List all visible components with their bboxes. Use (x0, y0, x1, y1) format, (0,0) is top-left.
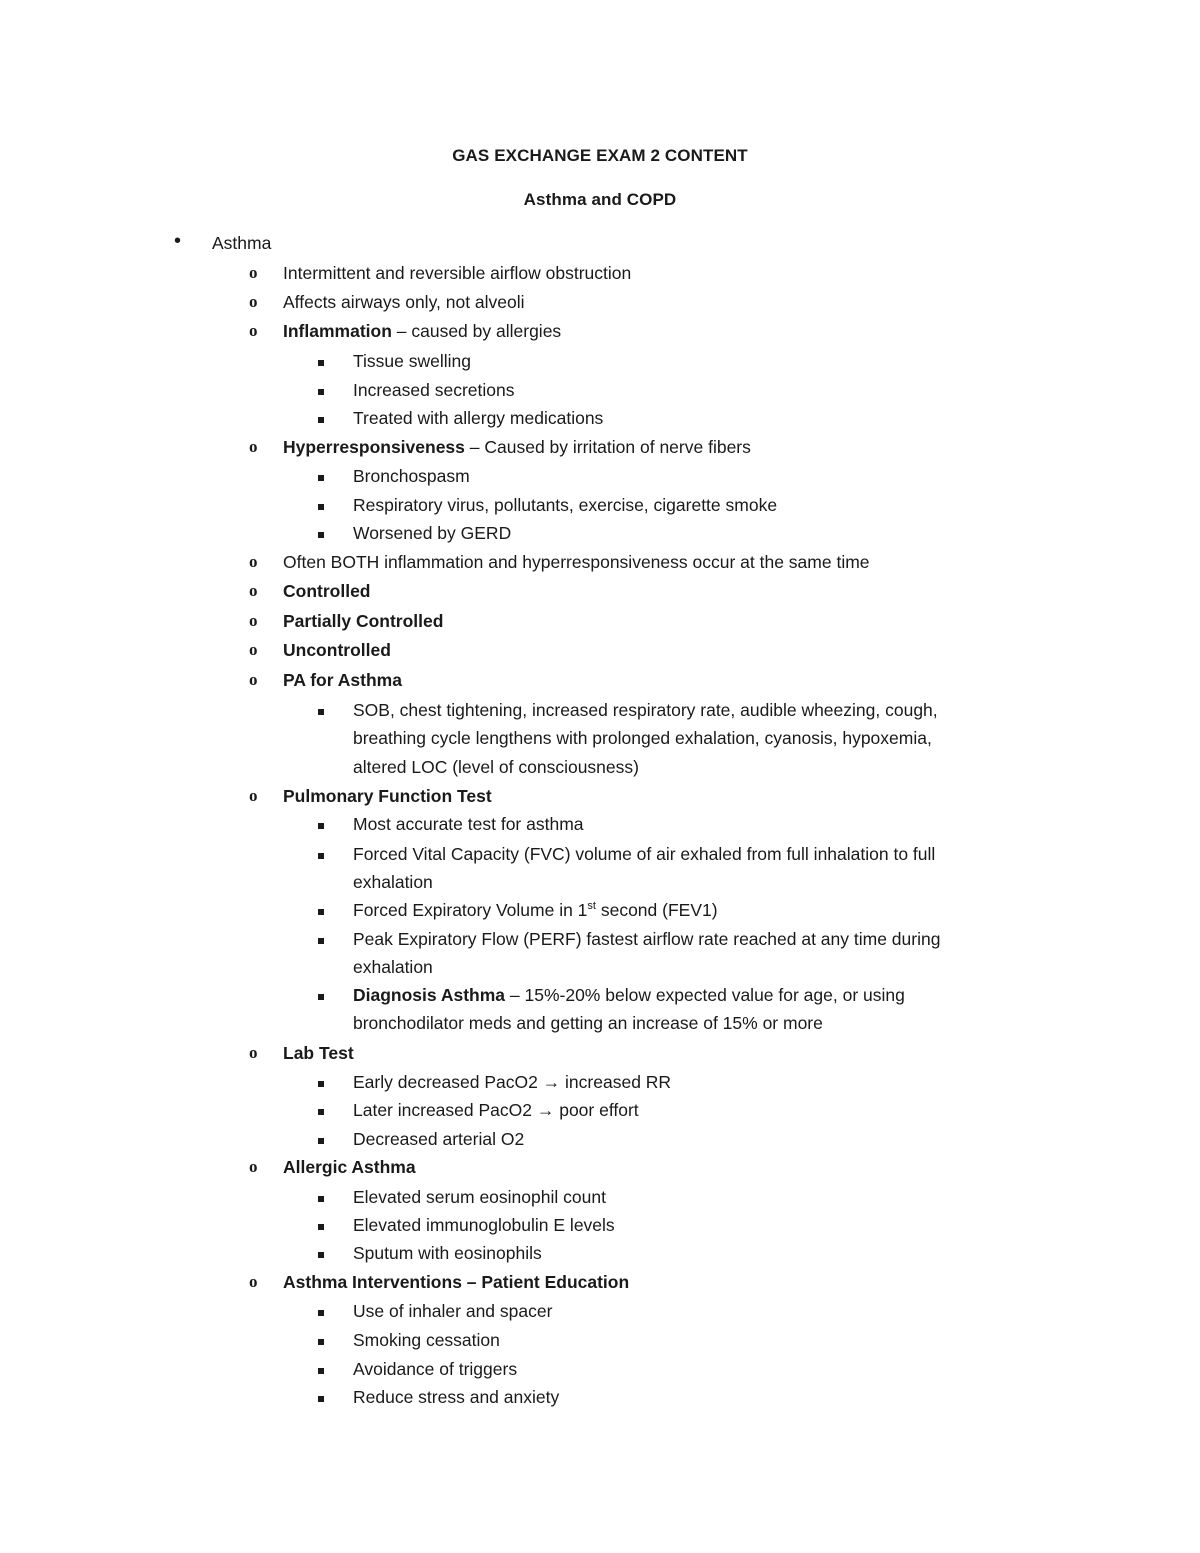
outline-item (283, 639, 391, 661)
outline-item-bold-text: Partially Controlled (283, 611, 444, 631)
outline-item (353, 1099, 639, 1121)
bullet-square-icon (318, 415, 324, 423)
bullet-square-icon (318, 1337, 324, 1345)
bullet-square-icon (318, 358, 324, 366)
bullet-o-icon: o (249, 611, 258, 630)
bullet-dot-icon: • (174, 230, 182, 252)
bullet-square-icon (318, 1136, 324, 1144)
outline-item-text: Often BOTH inflammation and hyperresponsiveness occur at the same time (283, 552, 870, 572)
outline-item-text: Worsened by GERD (353, 523, 512, 543)
outline-item (283, 669, 402, 691)
outline-item (353, 1358, 517, 1380)
outline-item-text: Decreased arterial O2 (353, 1129, 525, 1149)
outline-item-bold-text: Controlled (283, 581, 371, 601)
outline-item-text: second (FEV1) (595, 900, 718, 920)
outline-item-text: exhalation (353, 957, 433, 977)
bullet-square-icon (318, 1250, 324, 1258)
bullet-square-icon (318, 1107, 324, 1115)
outline-item (353, 1386, 559, 1408)
outline-item (353, 928, 940, 950)
bullet-square-icon (318, 1222, 324, 1230)
outline-item-text: Increased secretions (353, 380, 515, 400)
outline-item-text: Peak Expiratory Flow (PERF) fastest airflow rate reached at any time during (353, 929, 941, 949)
bullet-square-icon (318, 502, 324, 510)
document-title: GAS EXCHANGE EXAM 2 CONTENT (452, 146, 748, 165)
outline-item (353, 1214, 615, 1236)
outline-item (283, 262, 631, 284)
outline-item-bold-text: Inflammation (283, 321, 392, 341)
outline-item-text: Elevated immunoglobulin E levels (353, 1215, 615, 1235)
outline-item (353, 843, 935, 865)
outline-item (283, 1271, 629, 1293)
outline-item-text: breathing cycle lengthens with prolonged exhalation, cyanosis, hypoxemia, (353, 728, 932, 748)
outline-item-text: Affects airways only, not alveoli (283, 292, 525, 312)
outline-item (283, 785, 492, 807)
outline-item (283, 320, 561, 342)
outline-item (353, 379, 514, 401)
outline-item (283, 551, 870, 573)
outline-item (212, 232, 271, 254)
bullet-o-icon: o (249, 1157, 258, 1176)
outline-item-text: Respiratory virus, pollutants, exercise, cigarette smoke (353, 495, 778, 515)
bullet-o-icon: o (249, 263, 258, 282)
bullet-square-icon (318, 387, 324, 395)
outline-item-text: SOB, chest tightening, increased respiratory rate, audible wheezing, cough, (353, 700, 938, 720)
bullet-o-icon: o (249, 1043, 258, 1062)
outline-item-text: Avoidance of triggers (353, 1359, 518, 1379)
outline-item (353, 494, 777, 516)
outline-item-text: Smoking cessation (353, 1330, 500, 1350)
outline-item (353, 1329, 500, 1351)
outline-item-text: Early decreased PacO2 → increased RR (353, 1072, 672, 1092)
outline-item (353, 465, 470, 487)
bullet-square-icon (318, 473, 324, 481)
outline-item-bold-text: Asthma Interventions – Patient Education (283, 1272, 630, 1292)
bullet-o-icon: o (249, 581, 258, 600)
bullet-square-icon (318, 1394, 324, 1402)
outline-item (353, 727, 932, 749)
bullet-square-icon (318, 851, 324, 859)
outline-item-text: Use of inhaler and spacer (353, 1301, 553, 1321)
outline-item-bold-text: Uncontrolled (283, 640, 391, 660)
outline-item-text: Asthma (212, 233, 272, 253)
outline-item-bold-text: Lab Test (283, 1043, 354, 1063)
outline-item (353, 522, 511, 544)
outline-item-bold-text: Diagnosis Asthma (353, 985, 506, 1005)
outline-item-bold-text: Allergic Asthma (283, 1157, 416, 1177)
outline-item (353, 871, 433, 893)
outline-item (353, 1012, 823, 1034)
bullet-o-icon: o (249, 1272, 258, 1291)
outline-item-text: st (587, 900, 596, 913)
bullet-o-icon: o (249, 670, 258, 689)
outline-item-text: exhalation (353, 872, 433, 892)
outline-item (353, 699, 938, 721)
outline-item-text: Tissue swelling (353, 351, 472, 371)
outline-item-text: Forced Expiratory Volume in 1 (353, 900, 588, 920)
outline-item (353, 407, 603, 429)
outline-item (283, 291, 525, 313)
outline-item-bold-text: Hyperresponsiveness (283, 437, 465, 457)
outline-item-text: Sputum with eosinophils (353, 1243, 542, 1263)
bullet-o-icon: o (249, 292, 258, 311)
outline-item (353, 813, 584, 835)
outline-item-text: – Caused by irritation of nerve fibers (464, 437, 751, 457)
bullet-o-icon: o (249, 640, 258, 659)
outline-item-text: Reduce stress and anxiety (353, 1387, 560, 1407)
bullet-square-icon (318, 707, 324, 715)
outline-item (283, 1042, 354, 1064)
bullet-square-icon (318, 1194, 324, 1202)
bullet-square-icon (318, 907, 324, 915)
outline-item (353, 1242, 542, 1264)
document-subtitle: Asthma and COPD (523, 190, 677, 209)
outline-item-bold-text: PA for Asthma (283, 670, 402, 690)
outline-item (353, 1186, 606, 1208)
bullet-square-icon (318, 1366, 324, 1374)
outline-item-text: Most accurate test for asthma (353, 814, 584, 834)
bullet-square-icon (318, 992, 324, 1000)
outline-item-text: Bronchospasm (353, 466, 470, 486)
bullet-o-icon: o (249, 552, 258, 571)
outline-item (353, 350, 471, 372)
bullet-square-icon (318, 936, 324, 944)
outline-item-text: Treated with allergy medications (353, 408, 604, 428)
outline-item (353, 1300, 552, 1322)
outline-item (353, 1128, 524, 1150)
outline-item (353, 1071, 671, 1093)
bullet-o-icon: o (249, 437, 258, 456)
bullet-square-icon (318, 1308, 324, 1316)
bullet-square-icon (318, 1079, 324, 1087)
outline-item-bold-text: Pulmonary Function Test (283, 786, 492, 806)
outline-item-text: Later increased PacO2 → poor effort (353, 1100, 639, 1120)
bullet-square-icon (318, 821, 324, 829)
outline-item-text: Forced Vital Capacity (FVC) volume of air exhaled from full inhalation to full (353, 844, 936, 864)
outline-item (283, 580, 371, 602)
outline-item (283, 436, 751, 458)
outline-item (353, 899, 718, 921)
outline-item-text: – caused by allergies (391, 321, 562, 341)
outline-item-text: bronchodilator meds and getting an increase of 15% or more (353, 1013, 823, 1033)
outline-item-text: Elevated serum eosinophil count (353, 1187, 606, 1207)
outline-item (353, 984, 905, 1006)
outline-item (353, 756, 639, 778)
bullet-o-icon: o (249, 321, 258, 340)
outline-item-text: – 15%-20% below expected value for age, or using (505, 985, 905, 1005)
bullet-square-icon (318, 530, 324, 538)
outline-item (283, 610, 443, 632)
outline-item (283, 1156, 416, 1178)
outline-item-text: altered LOC (level of consciousness) (353, 757, 639, 777)
outline-item (353, 956, 433, 978)
bullet-o-icon: o (249, 786, 258, 805)
outline-item-text: Intermittent and reversible airflow obstruction (283, 263, 632, 283)
